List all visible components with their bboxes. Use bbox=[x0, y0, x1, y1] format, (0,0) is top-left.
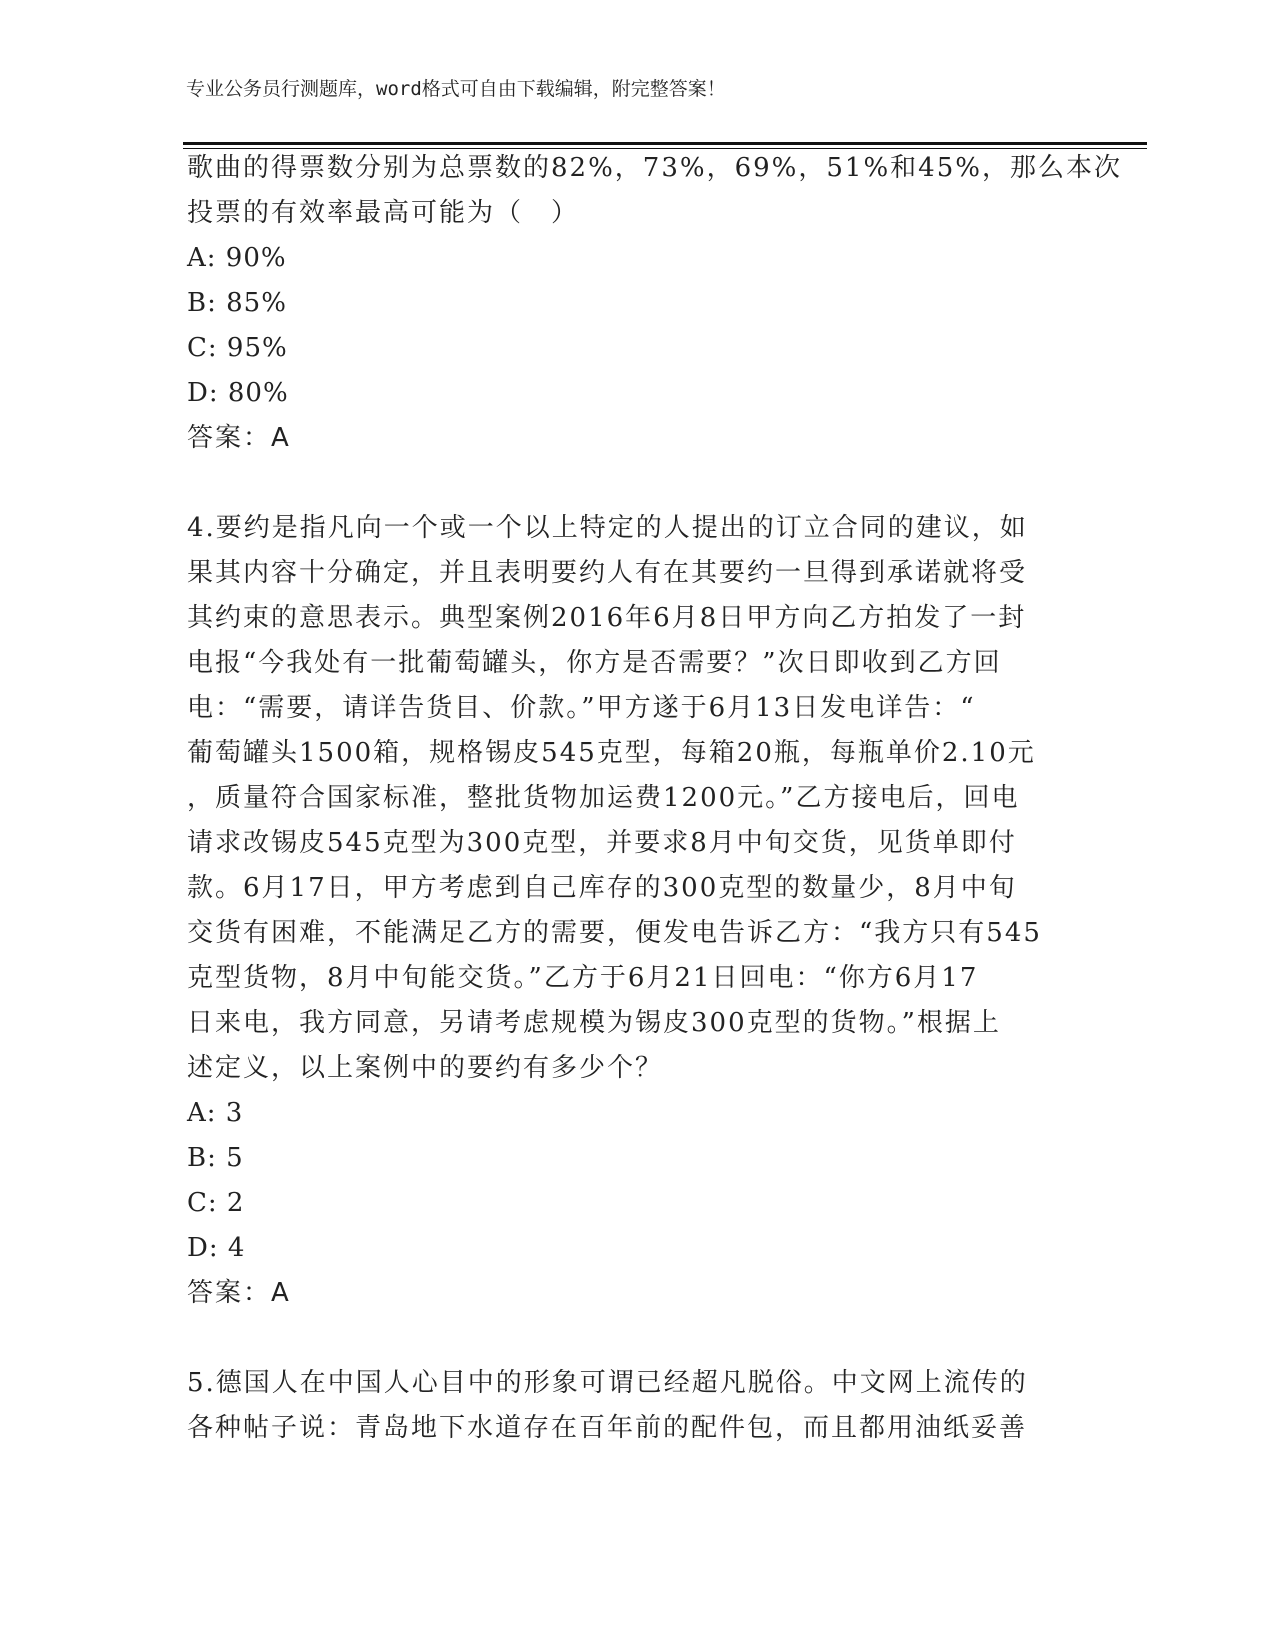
question4-stem-line: 果其内容十分确定，并且表明要约人有在其要约一旦得到承诺就将受 bbox=[187, 558, 1028, 588]
question5-stem-line: 各种帖子说：青岛地下水道存在百年前的配件包，而且都用油纸妥善 bbox=[187, 1413, 1028, 1443]
question4-option-d: D: 4 bbox=[187, 1233, 246, 1263]
question3-option-c: C: 95% bbox=[187, 333, 288, 363]
question4-stem-line: 电：“需要，请详告货目、价款。”甲方遂于6月13日发电详告：“ bbox=[187, 693, 976, 723]
page-header: 专业公务员行测题库，word格式可自由下载编辑，附完整答案！ bbox=[186, 78, 726, 100]
header-rule-thick bbox=[183, 142, 1147, 145]
question3-answer: 答案：A bbox=[187, 423, 291, 453]
question4-stem-line: 日来电，我方同意，另请考虑规模为锡皮300克型的货物。”根据上 bbox=[187, 1008, 1001, 1038]
question5-stem-line: 5.德国人在中国人心目中的形象可谓已经超凡脱俗。中文网上流传的 bbox=[187, 1368, 1028, 1398]
question3-option-b: B: 85% bbox=[187, 288, 287, 318]
question4-stem-line: 述定义，以上案例中的要约有多少个？ bbox=[187, 1053, 664, 1083]
question3-stem-line: 歌曲的得票数分别为总票数的82%，73%，69%，51%和45%，那么本次 bbox=[187, 153, 1122, 183]
question3-stem-line: 投票的有效率最高可能为（ ） bbox=[187, 198, 580, 228]
question4-option-b: B: 5 bbox=[187, 1143, 244, 1173]
question4-option-a: A: 3 bbox=[187, 1098, 244, 1128]
question4-stem-line: 交货有困难，不能满足乙方的需要，便发电告诉乙方：“我方只有545 bbox=[187, 918, 1042, 948]
question3-option-d: D: 80% bbox=[187, 378, 289, 408]
header-rule-thin bbox=[183, 148, 1147, 149]
question4-stem-line: 4.要约是指凡向一个或一个以上特定的人提出的订立合同的建议，如 bbox=[187, 513, 1028, 543]
question4-stem-line: 葡萄罐头1500箱，规格锡皮545克型，每箱20瓶，每瓶单价2.10元 bbox=[187, 738, 1036, 768]
question4-stem-line: 克型货物，8月中旬能交货。”乙方于6月21日回电：“你方6月17 bbox=[187, 963, 979, 993]
question4-answer: 答案：A bbox=[187, 1278, 291, 1308]
question4-stem-line: 其约束的意思表示。典型案例2016年6月8日甲方向乙方拍发了一封 bbox=[187, 603, 1027, 633]
question4-stem-line: ，质量符合国家标准，整批货物加运费1200元。”乙方接电后，回电 bbox=[187, 783, 1020, 813]
question4-option-c: C: 2 bbox=[187, 1188, 245, 1218]
question3-option-a: A: 90% bbox=[187, 243, 287, 273]
question4-stem-line: 电报“今我处有一批葡萄罐头，你方是否需要？”次日即收到乙方回 bbox=[187, 648, 1002, 678]
question4-stem-line: 款。6月17日，甲方考虑到自己库存的300克型的数量少，8月中旬 bbox=[187, 873, 1017, 903]
question4-stem-line: 请求改锡皮545克型为300克型，并要求8月中旬交货，见货单即付 bbox=[187, 828, 1017, 858]
